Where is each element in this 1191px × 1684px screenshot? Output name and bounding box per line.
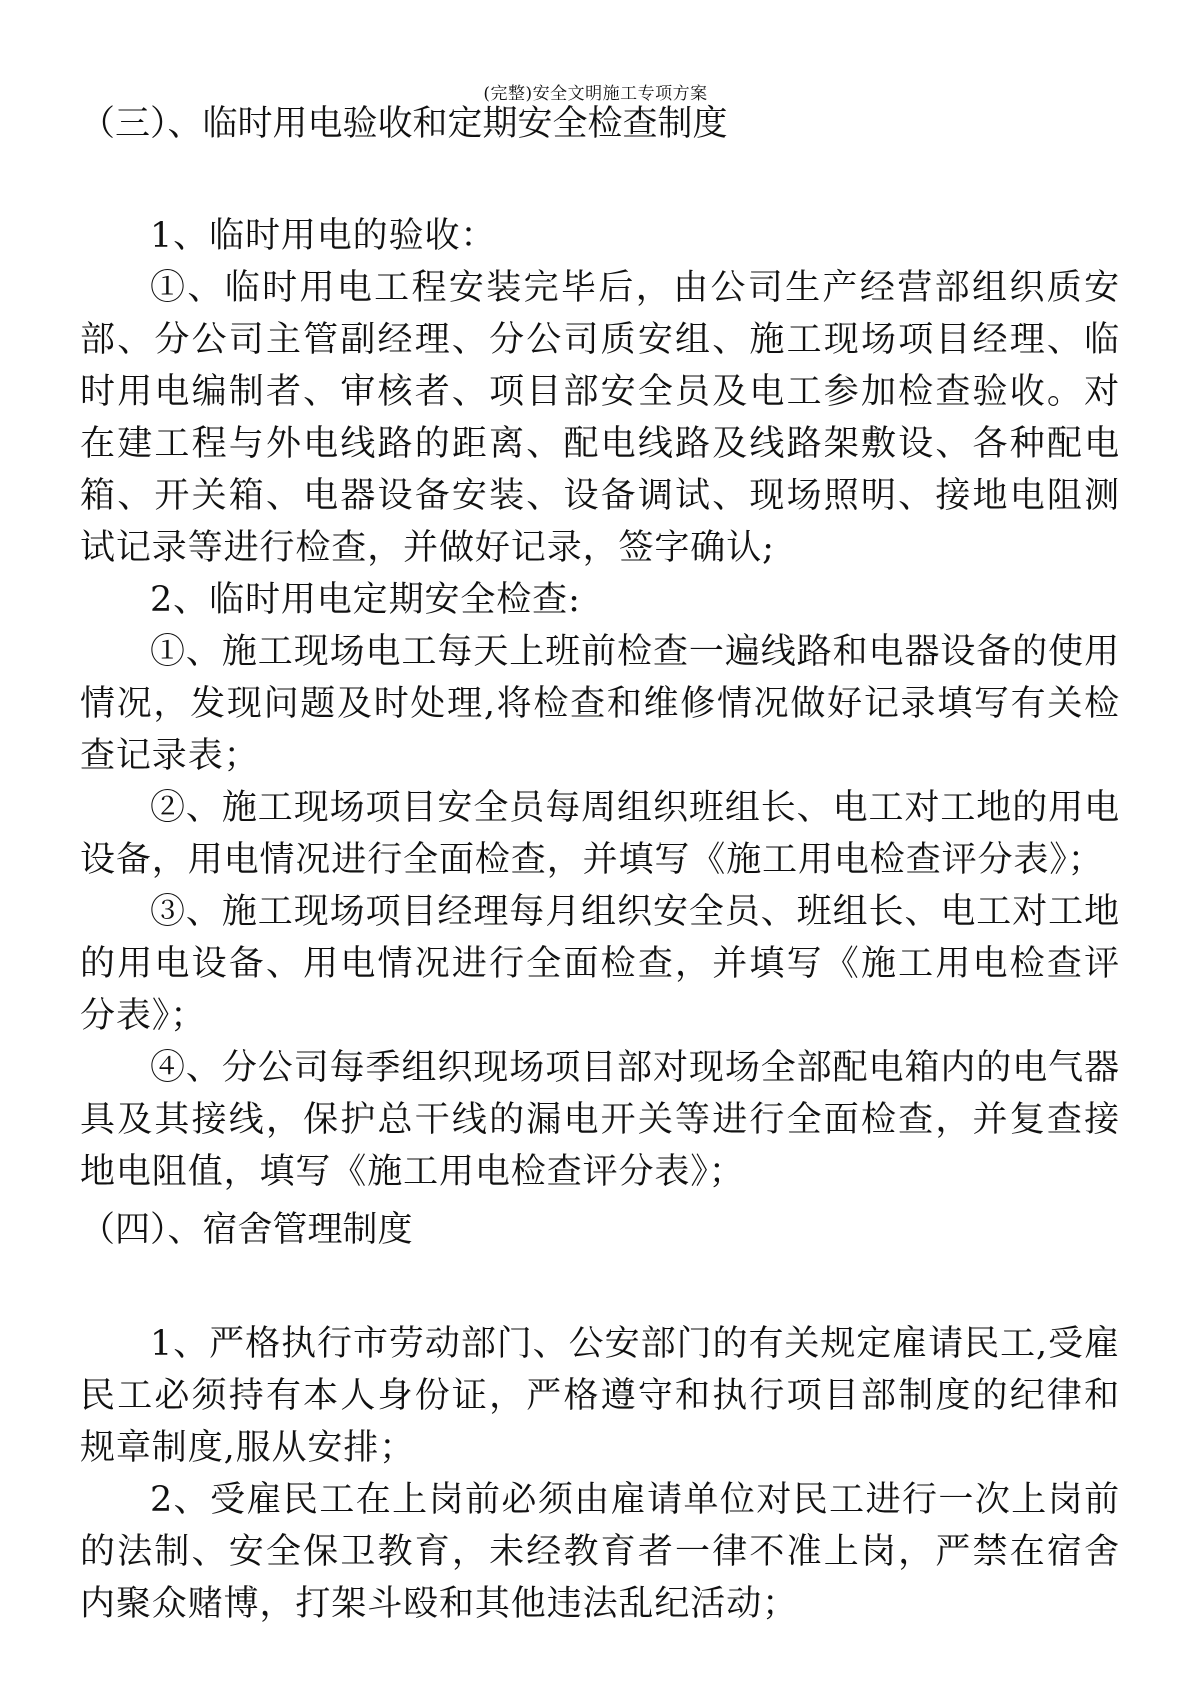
paragraph-inspection-item-1: ①、施工现场电工每天上班前检查一遍线路和电器设备的使用情况，发现问题及时处理,将检查和维修情况做好记录填写有关检查记录表； <box>80 632 1120 776</box>
running-header: (完整)安全文明施工专项方案 <box>483 84 708 104</box>
paragraph-inspection-item-4: ④、分公司每季组织现场项目部对现场全部配电箱内的电气器具及其接线，保护总干线的漏电开关等进行全面检查，并复查接地电阻值，填写《施工用电检查评分表》； <box>80 1048 1120 1192</box>
paragraph-inspection-item-3: ③、施工现场项目经理每月组织安全员、班组长、电工对工地的用电设备、用电情况进行全面检查，并填写《施工用电检查评分表》； <box>80 892 1120 1036</box>
paragraph-dormitory-item-2: 2、受雇民工在上岗前必须由雇请单位对民工进行一次上岗前的法制、安全保卫教育，未经教育者一律不准上岗，严禁在宿舍内聚众赌博，打架斗殴和其他违法乱纪活动； <box>80 1480 1120 1624</box>
paragraph-inspection-title: 2、临时用电定期安全检查: <box>150 580 581 620</box>
document-body <box>80 98 1120 1630</box>
section-heading-3: （三）、临时用电验收和定期安全检查制度 <box>80 104 728 144</box>
paragraph-inspection-item-2: ②、施工现场项目安全员每周组织班组长、电工对工地的用电设备，用电情况进行全面检查，并填写《施工用电检查评分表》； <box>80 788 1120 880</box>
paragraph-dormitory-item-1: 1、严格执行市劳动部门、公安部门的有关规定雇请民工,受雇民工必须持有本人身份证，严格遵守和执行项目部制度的纪律和规章制度,服从安排； <box>80 1324 1120 1468</box>
paragraph-acceptance-item-1: ①、临时用电工程安装完毕后，由公司生产经营部组织质安部、分公司主管副经理、分公司质安组、施工现场项目经理、临时用电编制者、审核者、项目部安全员及电工参加检查验收。对在建工程与外电线路的距离、配电线路及线路架敷设、各种配电箱、开关箱、电器设备安装、设备调试、现场照明、接地电阻测试记录等进行检查，并做好记录，签字确认; <box>80 268 1120 568</box>
section-heading-4: （四）、宿舍管理制度 <box>80 1210 413 1250</box>
paragraph-acceptance-title: 1、临时用电的验收： <box>150 216 497 256</box>
